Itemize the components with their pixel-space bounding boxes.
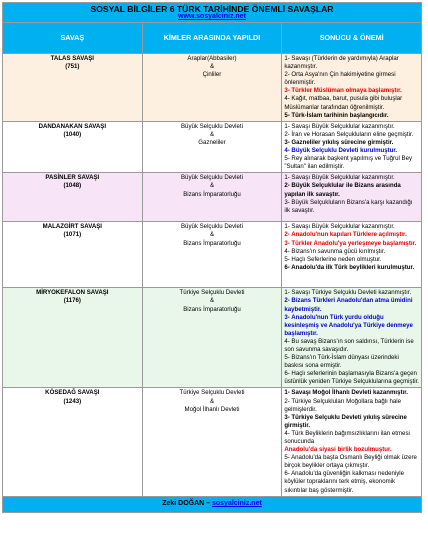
party-line: Araplar(Abbasiler): [187, 55, 237, 62]
col-header-parties: KİMLER ARASINDA YAPILDI: [142, 23, 282, 54]
war-year: (1048): [63, 182, 82, 190]
parties-cell: [142, 173, 282, 222]
col-header-war: SAVAŞ: [3, 23, 143, 54]
party-line: &: [209, 182, 215, 190]
war-cell: [3, 121, 143, 173]
party-line: Türkiye Selçuklu Devleti: [179, 289, 245, 297]
war-name: TALAS SAVAŞI: [50, 55, 94, 62]
war-year: (1040): [63, 130, 82, 138]
wars-table: [2, 2, 422, 513]
result-item: 3- Anadolu'nun Türk yurdu olduğu kesinleşmiş ve Anadolu'ya Türkiye denmeye başlamıştır.: [284, 313, 413, 337]
table-row: [3, 388, 422, 496]
war-cell: [3, 288, 143, 388]
page-title: SOSYAL BİLGİLER 6 TÜRK TARİHİNDE ÖNEMLİ SAVAŞLAR: [90, 4, 334, 14]
result-item: 4- Büyük Selçuklu Devleti kurulmuştur.: [284, 147, 398, 155]
party-line: Moğol İlhanlı Devleti: [184, 405, 240, 413]
war-cell: [3, 388, 143, 496]
result-item: 6- Anadolu'da ilk Türk beylikleri kurulmuştur.: [284, 263, 415, 271]
result-item: 2- İran ve Horasan Selçukluların eline geçmiştir.: [284, 130, 414, 138]
party-line: Bizans İmparatorluğu: [183, 190, 241, 198]
result-item: 4- Bu savaş Bizans'ın son saldırısı, Türklerin ise son savunma savaşıdır.: [284, 337, 414, 353]
table-row: [3, 54, 422, 122]
footer-link[interactable]: sosyalciniz.net: [212, 500, 262, 508]
col-header-result: SONUCU & ÖNEMİ: [282, 23, 422, 54]
result-item: 4- Bizans'ın savunma gücü kırılmıştır.: [284, 247, 386, 255]
party-line: &: [209, 130, 215, 138]
footer-row: [3, 496, 422, 512]
war-year: (1243): [63, 397, 82, 405]
result-cell: [282, 173, 422, 222]
party-line: Büyük Selçuklu Devleti: [180, 174, 243, 182]
war-cell: [3, 173, 143, 222]
result-item: 6- Anadolu'da güvenliğin kalkması nedeniyle köylüler topraklarını terk etmiş, ekonomik sıkıntılar baş göstermiştir.: [284, 470, 405, 494]
party-line: &: [209, 297, 215, 305]
result-cell: [282, 121, 422, 173]
result-item: 5- Anadolu'da başta Osmanlı Beyliği olmak üzere birçok beylikler ortaya çıkmıştır.: [284, 454, 417, 470]
table-row: [3, 173, 422, 222]
result-item: 4- Türk Beyliklerin bağımsızlıklarını ilan etmesi sonucunda: [284, 429, 410, 445]
party-line: Bizans İmparatorluğu: [183, 305, 241, 313]
parties-cell: [142, 388, 282, 496]
result-item: 6- Haçlı seferlerinin başlamasıyla Bizans'a geçen üstünlük yeniden Türkiye Selçuklularına geçmiştir.: [284, 370, 420, 386]
war-cell: [3, 54, 143, 122]
war-year: (1176): [63, 297, 81, 305]
party-line: &: [209, 397, 215, 405]
parties-cell: [142, 121, 282, 173]
result-item: 2- Bizans Türkleri Anadolu'dan atma ümidini kaybetmiştir.: [284, 297, 413, 313]
result-item: 4- Kağıt, matbaa, barut, pusula gibi buluşlar Müslümanlar tarafından öğrenilmiştir.: [284, 95, 403, 111]
party-line: Büyük Selçuklu Devleti: [180, 122, 243, 130]
result-cell: [282, 388, 422, 496]
result-item: 1- Savaşı Büyük Selçuklular kazanmıştır.: [284, 174, 395, 182]
war-year: (751): [65, 63, 80, 71]
site-link[interactable]: www.sosyalciniz.net: [178, 13, 246, 20]
party-line: Gazneliler: [198, 138, 226, 146]
result-item: 1- Savaşı Türkiye Selçuklu Devleti kazanmıştır.: [284, 289, 412, 297]
title-row: [3, 3, 422, 23]
table-row: [3, 222, 422, 288]
result-item: 3- Gazneliler yıkılış sürecine girmiştir.: [284, 138, 394, 146]
parties-cell: [142, 222, 282, 288]
party-line: &: [209, 231, 215, 239]
result-item: 5- Rey alınarak başkent yapılmış ve Tuğrul Bey "Sultan" ilan edilmiştir.: [284, 155, 413, 171]
result-item: 2- Orta Asya'nın Çin hakimiyetine girmesi önlenmiştir.: [284, 71, 396, 87]
result-cell: [282, 222, 422, 288]
party-line: &: [209, 63, 215, 71]
result-item: 3- Türkiye Selçuklu Devleti yıkılış sürecine girmiştir.: [284, 413, 407, 429]
result-item: 1- Savaşı Büyük Selçuklular kazanmıştır.: [284, 122, 395, 130]
table-row: [3, 288, 422, 388]
party-line: Türkiye Selçuklu Devleti: [179, 389, 245, 397]
party-line: Çinliler: [202, 71, 222, 79]
war-name: MALAZGİRT SAVAŞI: [42, 223, 102, 231]
war-name: PASİNLER SAVAŞI: [45, 174, 100, 182]
result-item: 1- Savaşı Moğol İlhanlı Devleti kazanmıştır.: [284, 389, 408, 397]
result-item: 5- Türk-İslam tarihinin başlangıcıdır.: [284, 111, 389, 119]
parties-cell: [142, 54, 282, 122]
result-cell: [282, 54, 422, 122]
result-item: 1- Savaşı Büyük Selçuklular kazanmıştır.: [284, 223, 395, 231]
result-cell: [282, 288, 422, 388]
table-body: [3, 54, 422, 497]
result-item: 5- Bizans'ın Türk-İslam dünyası üzerindeki baskısı sona ermiştir.: [284, 354, 399, 370]
result-item: 3- Türkler Müslüman olmaya başlamıştır.: [284, 87, 402, 95]
result-item: 3- Türkler Anadolu'ya yerleşmeye başlamıştır.: [284, 239, 417, 247]
result-item: 2- Anadolu'nun kapıları Türklere açılmıştır.: [284, 231, 407, 239]
result-item: 3- Büyük Selçukluların Bizans'a karşı kazandığı ilk savaştır.: [284, 198, 413, 214]
party-line: Bizans İmparatorluğu: [183, 239, 241, 247]
war-name: MİRYOKEFALON SAVAŞI: [36, 289, 109, 297]
party-line: Büyük Selçuklu Devleti: [180, 223, 243, 231]
war-year: (1071): [63, 231, 82, 239]
war-name: KÖSEDAĞ SAVAŞI: [45, 389, 100, 397]
column-header-row: [3, 23, 422, 54]
result-item: 2- Türkiye Selçukluları Moğollara bağlı hale gelmişlerdir.: [284, 397, 402, 413]
result-item: Anadolu'da siyasi birlik bozulmuştur.: [284, 446, 392, 454]
result-item: 2- Büyük Selçuklular ile Bizans arasında yapılan ilk savaştır.: [284, 182, 401, 198]
result-item: 5- Haçlı Seferlerine neden olmuştur.: [284, 255, 382, 263]
parties-cell: [142, 288, 282, 388]
document-page: [2, 2, 422, 513]
war-cell: [3, 222, 143, 288]
footer-author: Zeki DOĞAN –: [162, 500, 211, 508]
result-item: 1- Savaşı (Türklerin de yardımıyla) Araplar kazanmıştır.: [284, 55, 399, 71]
war-name: DANDANAKAN SAVAŞI: [38, 122, 107, 130]
table-row: [3, 121, 422, 173]
